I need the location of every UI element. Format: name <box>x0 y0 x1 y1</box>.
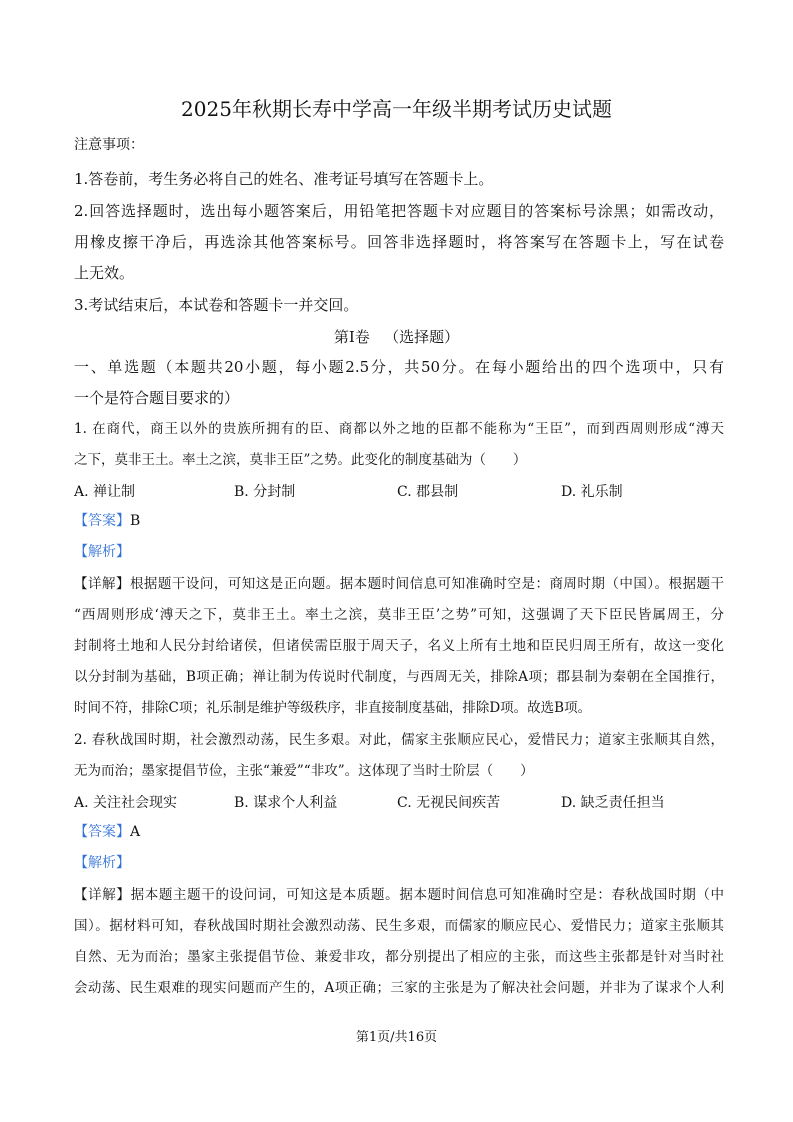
q1-answer-tag: 【答案】 <box>74 513 130 529</box>
q2-analysis-tag: 【解析】 <box>74 855 130 871</box>
q2-detail-tag: 【详解】 <box>74 887 131 903</box>
q1-option-c: C. 郡县制 <box>397 484 459 500</box>
section-instruction-line-1: 一、单选题（本题共20小题，每小题2.5分，共50分。在每小题给出的四个选项中，只有 <box>74 358 724 376</box>
q1-detail-line-2: “西周则形成‘溥天之下，莫非王土。率土之滨，莫非王臣’之势”可知，这强调了天下臣民皆属周王，分 <box>74 607 724 623</box>
q1-detail-line-1 <box>74 573 724 595</box>
q2-answer <box>74 821 724 843</box>
notes-heading: 注意事项： <box>74 137 144 153</box>
note-2-line-2: 用橡皮擦干净后，再选涂其他答案标号。回答非选择题时，将答案写在答题卡上，写在试卷 <box>74 233 724 251</box>
q2-option-d: D. 缺乏责任担当 <box>561 795 665 811</box>
section-instruction-line-2: 一个是符合题目要求的） <box>74 389 240 407</box>
q2-option-a: A. 关注社会现实 <box>74 795 178 811</box>
q1-detail-tag: 【详解】 <box>74 576 130 592</box>
note-2-line-3: 上无效。 <box>74 264 135 282</box>
q1-stem-line-2: 之下，莫非王土。率土之滨，莫非王臣”之势。此变化的制度基础为（ ） <box>74 452 527 468</box>
q2-stem-line-1: 2. 春秋战国时期，社会激烈动荡，民生多艰。对此，儒家主张顺应民心，爱惜民力；道家主张顺其自然， <box>74 732 724 748</box>
q1-answer <box>74 510 724 532</box>
q2-detail-text-1: 据本题主题干的设问词，可知这是本质题。据本题时间信息可知准确时空是：春秋战国时期（中 <box>130 887 724 903</box>
note-3: 3.考试结束后，本试卷和答题卡一并交回。 <box>74 296 359 314</box>
q2-detail-line-3: 自然、无为而治；墨家主张提倡节俭、兼爱非攻，都分别提出了相应的主张，而这些主张都是针对当时社 <box>74 949 724 965</box>
q2-detail-line-1 <box>74 884 724 906</box>
q2-detail-line-2: 国）。据材料可知，春秋战国时期社会激烈动荡、民生多艰，而儒家的顺应民心、爱惜民力；道家主张顺其 <box>74 918 724 934</box>
q1-detail-line-5: 时间不符，排除C项；礼乐制是维护等级秩序，非直接制度基础，排除D项。故选B项。 <box>74 700 592 716</box>
page-number: 第1页/共16页 <box>355 1030 438 1045</box>
q1-stem-line-1: 1. 在商代，商王以外的贵族所拥有的臣、商都以外之地的臣都不能称为“王臣”，而到西周则形成“溥天 <box>74 421 724 437</box>
q1-detail-line-4: 以分封制为基础，B项正确；禅让制为传说时代制度，与西周无关，排除A项；郡县制为秦朝在全国推行， <box>74 669 724 685</box>
note-2-line-1: 2.回答选择题时，选出每小题答案后，用铅笔把答题卡对应题目的答案标号涂黑；如需改动， <box>74 202 724 220</box>
note-1: 1.答卷前，考生务必将自己的姓名、准考证号填写在答题卡上。 <box>74 170 494 188</box>
q1-analysis-tag: 【解析】 <box>74 544 130 560</box>
q1-option-a: A. 禅让制 <box>74 484 136 500</box>
q2-option-c: C. 无视民间疾苦 <box>397 795 501 811</box>
q2-option-b: B. 谋求个人利益 <box>234 795 338 811</box>
section-title: 第Ⅰ卷 （选择题） <box>333 328 460 346</box>
q2-stem-line-2: 无为而治；墨家提倡节俭，主张“兼爱”“非攻”。这体现了当时士阶层（ ） <box>74 763 534 779</box>
page-title: 2025年秋期长寿中学高一年级半期考试历史试题 <box>181 97 612 121</box>
q1-option-b: B. 分封制 <box>234 484 296 500</box>
q2-answer-value: A <box>130 824 141 840</box>
q1-option-d: D. 礼乐制 <box>561 484 623 500</box>
q2-detail-line-4: 会动荡、民生艰难的现实问题而产生的，A项正确；三家的主张是为了解决社会问题，并非为了谋求个人利 <box>74 980 724 996</box>
q1-detail-text-1: 根据题干设问，可知这是正向题。据本题时间信息可知准确时空是：商周时期（中国）。根据题干 <box>129 576 725 592</box>
q2-answer-tag: 【答案】 <box>74 824 130 840</box>
q1-detail-line-3: 封制将土地和人民分封给诸侯，但诸侯需臣服于周天子，名义上所有土地和臣民归周王所有，故这一变化 <box>74 638 724 654</box>
q1-answer-value: B <box>130 513 141 529</box>
